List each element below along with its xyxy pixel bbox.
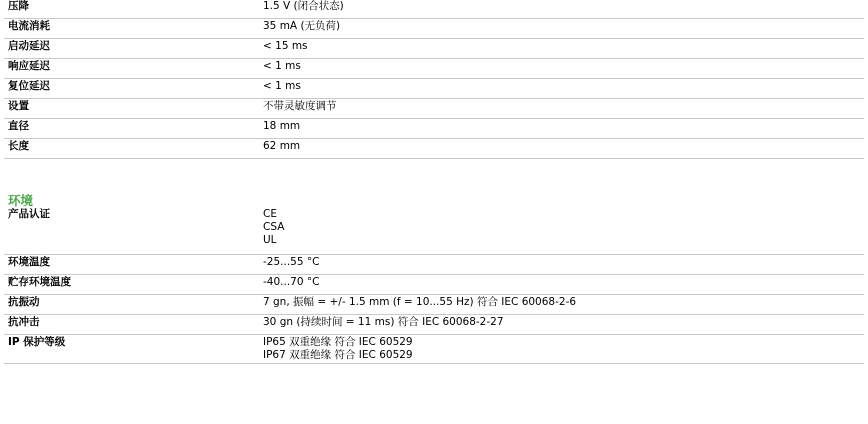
spec-value: -25...55 °C — [259, 255, 864, 275]
spec-value: < 1 ms — [259, 79, 864, 99]
spec-row — [4, 207, 864, 255]
spec-label: 电流消耗 — [4, 19, 259, 39]
spec-label: 直径 — [4, 119, 259, 139]
spacer — [263, 247, 860, 253]
spec-label: IP 保护等级 — [4, 335, 259, 364]
spec-value: 不带灵敏度调节 — [259, 99, 864, 119]
spec-label: 响应延迟 — [4, 59, 259, 79]
spec-label: 启动延迟 — [4, 39, 259, 59]
spec-row — [4, 59, 864, 79]
spec-value: 18 mm — [259, 119, 864, 139]
cert-value: CE — [263, 208, 277, 220]
spec-row — [4, 315, 864, 335]
spec-row — [4, 19, 864, 39]
spec-label: 抗振动 — [4, 295, 259, 315]
cert-value: UL — [263, 234, 277, 246]
spec-value: -40...70 °C — [259, 275, 864, 295]
section-title-environment: 环境 — [8, 193, 34, 208]
ip-value: IP67 双重绝缘 符合 IEC 60529 — [263, 349, 413, 361]
electrical-spec-table — [4, 0, 864, 159]
spec-value — [259, 335, 864, 364]
spec-value: 7 gn, 振幅 = +/- 1.5 mm (f = 10...55 Hz) 符合 IEC 60068-2-6 — [259, 295, 864, 315]
spec-value: < 1 ms — [259, 59, 864, 79]
spec-value: 1.5 V (闭合状态) — [259, 0, 864, 19]
spec-label: 环境温度 — [4, 255, 259, 275]
spec-row — [4, 0, 864, 19]
cert-value: CSA — [263, 221, 285, 233]
spec-value: 62 mm — [259, 139, 864, 159]
spec-label: 设置 — [4, 99, 259, 119]
spec-label: 贮存环境温度 — [4, 275, 259, 295]
spec-value — [259, 207, 864, 255]
spec-label: 抗冲击 — [4, 315, 259, 335]
environment-spec-table — [4, 207, 864, 364]
spec-row — [4, 79, 864, 99]
spec-row — [4, 99, 864, 119]
spec-row — [4, 295, 864, 315]
spec-row — [4, 39, 864, 59]
spec-row — [4, 255, 864, 275]
spec-label: 长度 — [4, 139, 259, 159]
spec-label: 复位延迟 — [4, 79, 259, 99]
spec-value: < 15 ms — [259, 39, 864, 59]
spec-value: 30 gn (持续时间 = 11 ms) 符合 IEC 60068-2-27 — [259, 315, 864, 335]
ip-value: IP65 双重绝缘 符合 IEC 60529 — [263, 336, 413, 348]
spec-value: 35 mA (无负荷) — [259, 19, 864, 39]
spec-row — [4, 119, 864, 139]
spec-label: 压降 — [4, 0, 259, 19]
spec-row — [4, 335, 864, 364]
spec-row — [4, 275, 864, 295]
spec-row — [4, 139, 864, 159]
spec-label: 产品认证 — [4, 207, 259, 255]
